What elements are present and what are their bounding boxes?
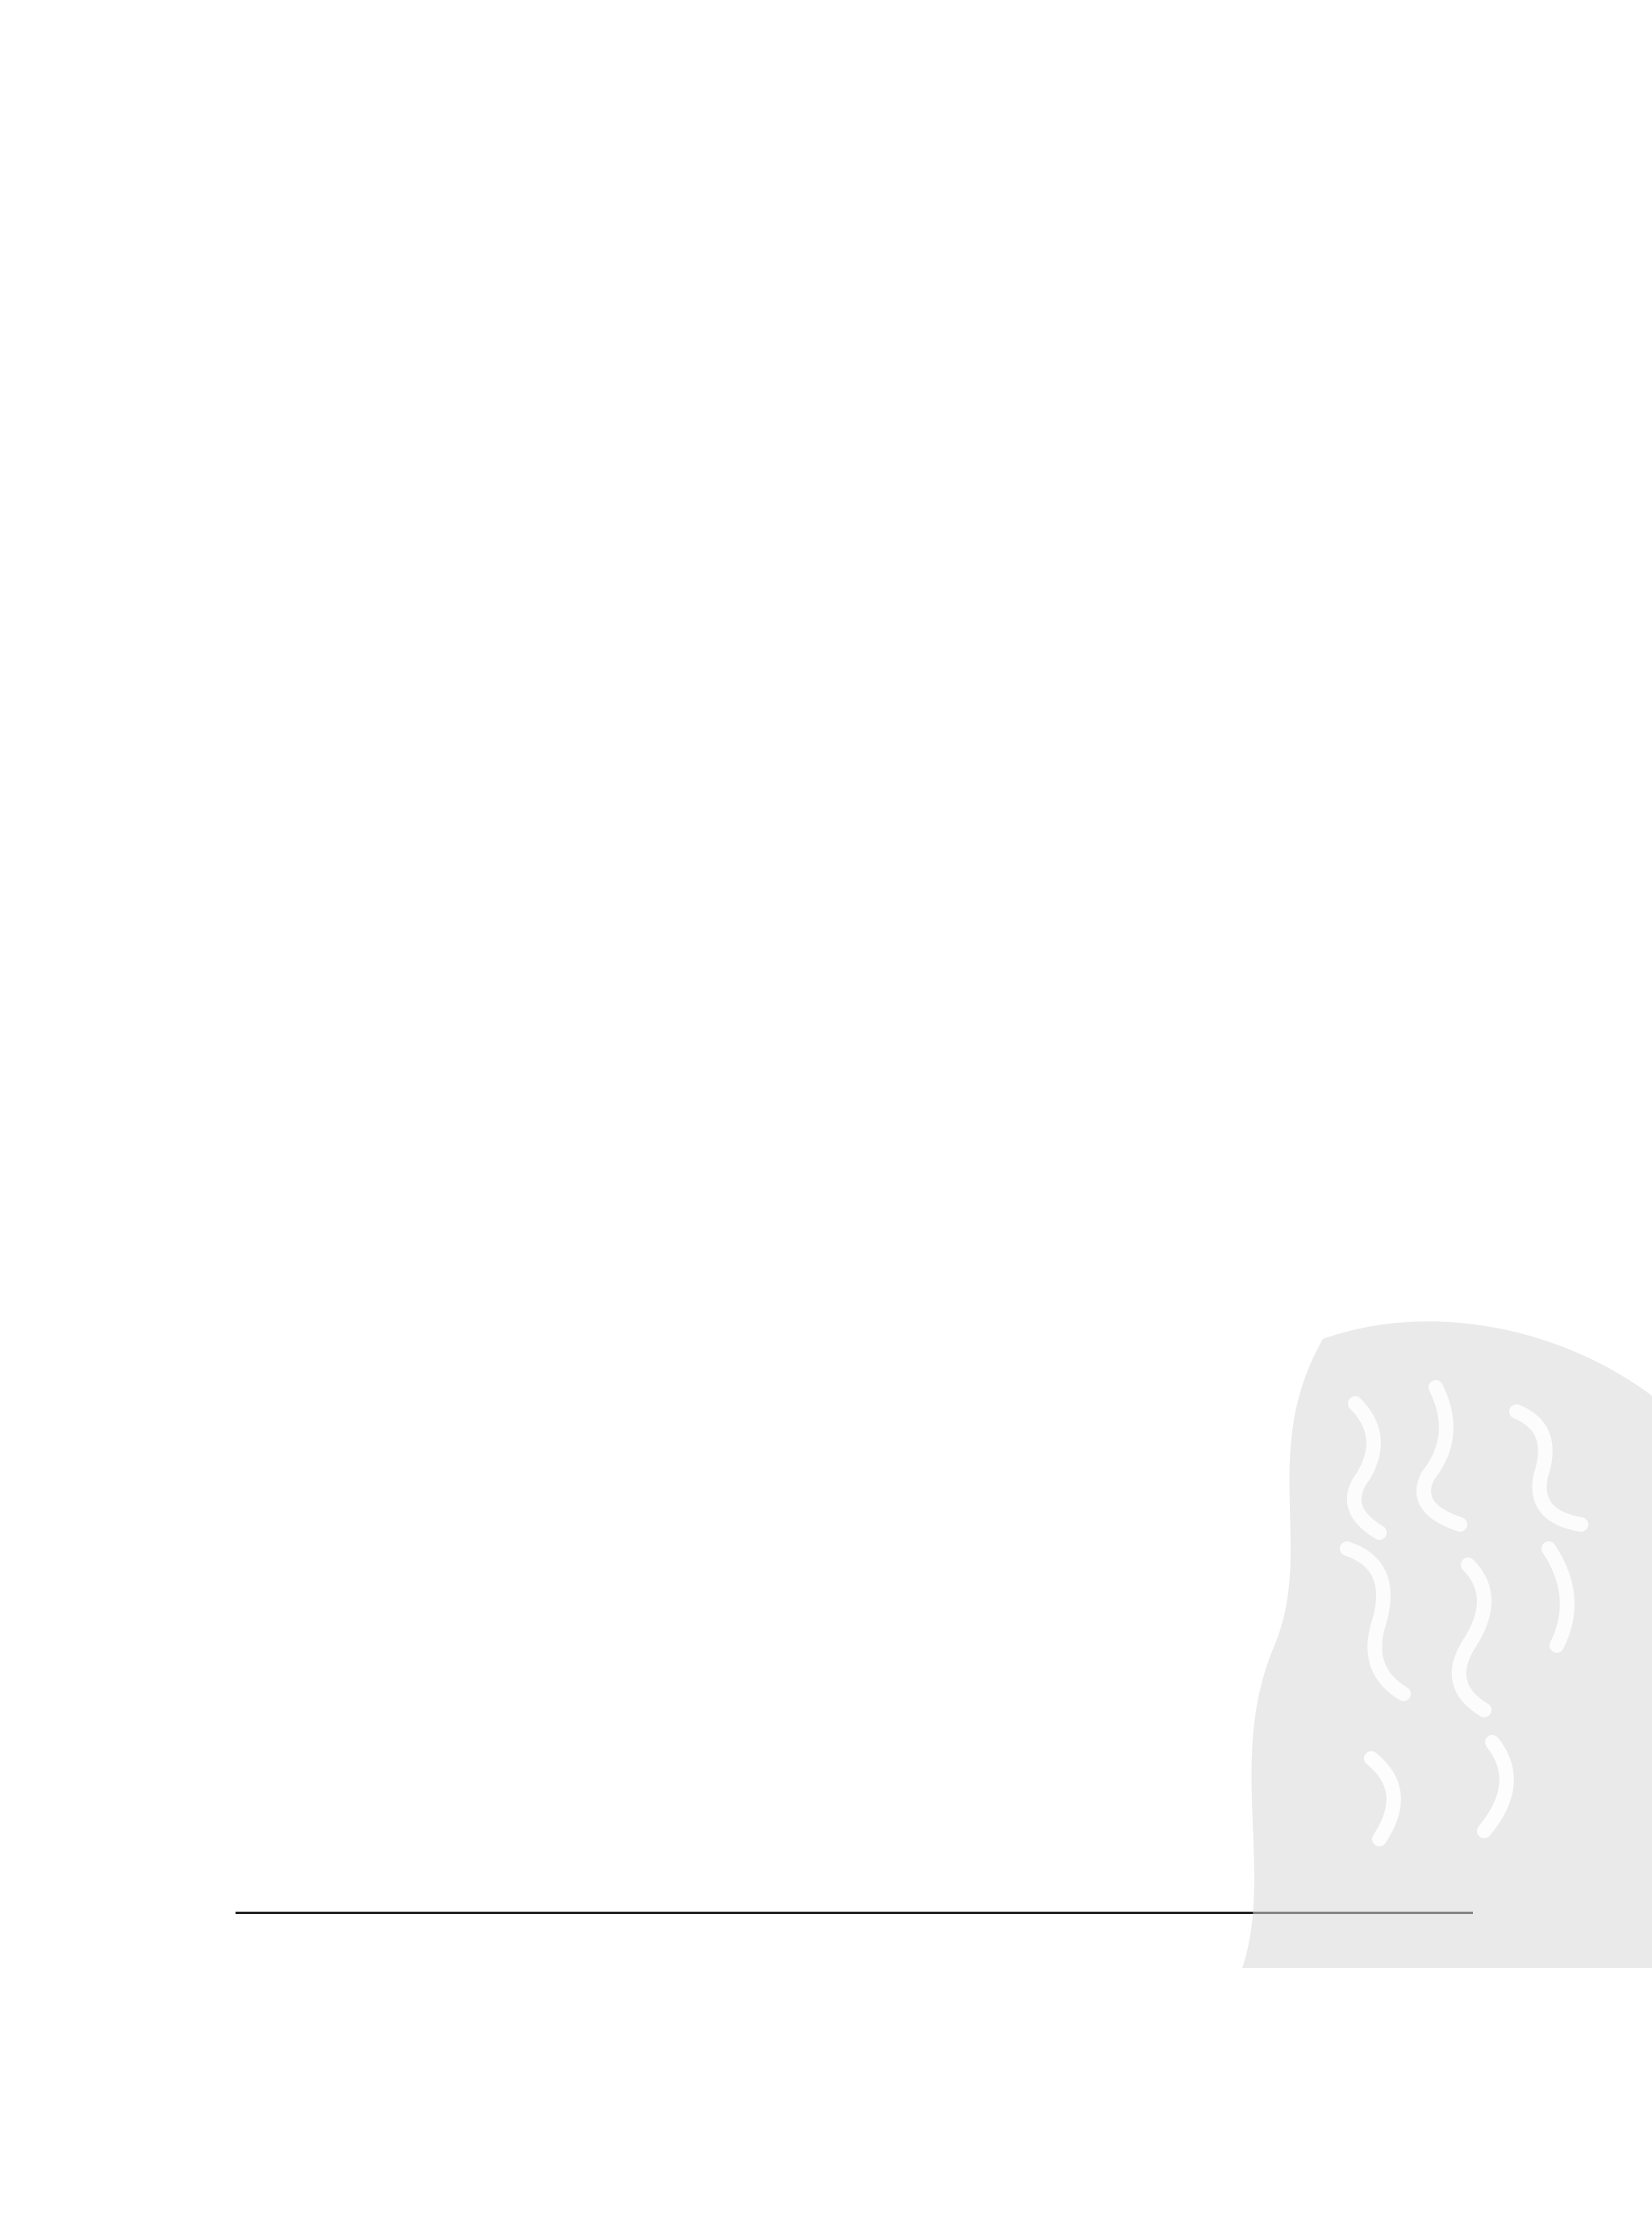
watermark-seal <box>1226 1307 1652 1968</box>
footer-divider <box>236 1912 1473 1914</box>
